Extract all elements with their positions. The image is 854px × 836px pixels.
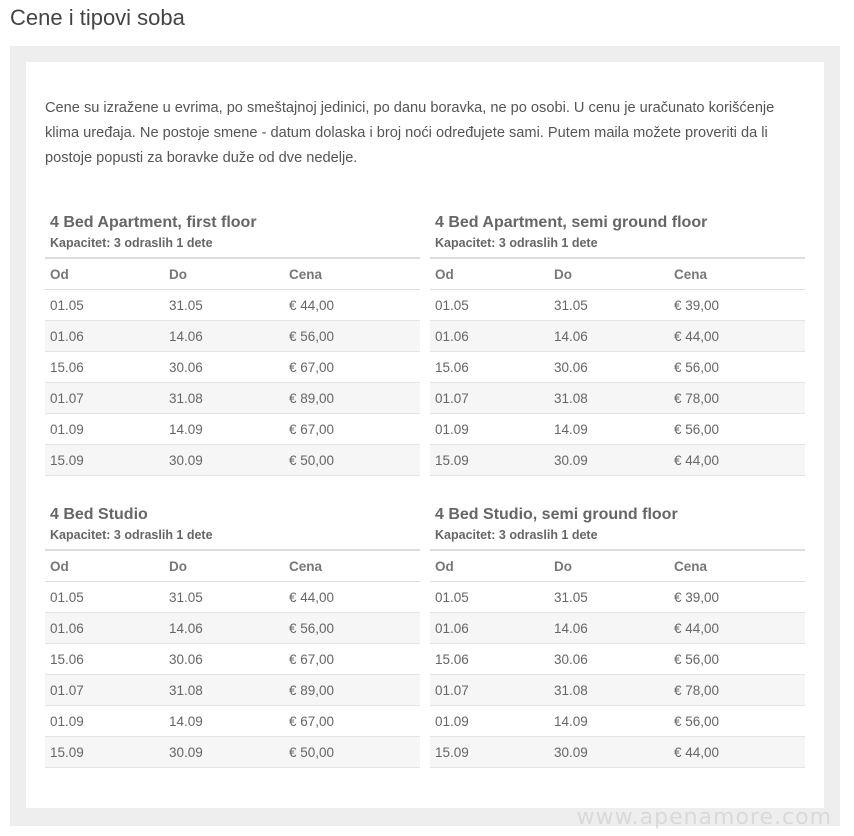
cell-do: 31.05 <box>164 290 284 321</box>
cell-cena: € 89,00 <box>284 383 420 414</box>
table-row <box>45 383 420 414</box>
column-header-cena: Cena <box>669 550 805 582</box>
column-header-do: Do <box>164 550 284 582</box>
cell-cena: € 44,00 <box>284 582 420 613</box>
cell-od: 01.09 <box>430 414 549 445</box>
column-header-cena: Cena <box>284 258 420 290</box>
room-title: 4 Bed Studio, semi ground floor <box>435 506 678 523</box>
cell-do: 14.09 <box>164 706 284 737</box>
table-row <box>45 414 420 445</box>
table-row <box>45 321 420 352</box>
cell-od: 01.05 <box>430 582 549 613</box>
table-header-row <box>45 550 420 582</box>
cell-cena: € 78,00 <box>669 383 805 414</box>
cell-cena: € 44,00 <box>669 737 805 768</box>
cell-od: 01.09 <box>430 706 549 737</box>
cell-do: 30.06 <box>549 352 669 383</box>
table-row <box>45 675 420 706</box>
cell-cena: € 67,00 <box>284 644 420 675</box>
cell-cena: € 39,00 <box>669 582 805 613</box>
table-row <box>45 706 420 737</box>
cell-do: 30.06 <box>164 352 284 383</box>
content-panel <box>10 46 840 826</box>
content-card <box>26 62 824 808</box>
table-row <box>45 582 420 613</box>
column-header-cena: Cena <box>284 550 420 582</box>
cell-do: 14.09 <box>164 414 284 445</box>
room-capacity: Kapacitet: 3 odraslih 1 dete <box>435 236 598 250</box>
column-header-od: Od <box>430 258 549 290</box>
cell-do: 14.06 <box>164 613 284 644</box>
table-row <box>430 613 805 644</box>
room-title: 4 Bed Apartment, first floor <box>50 214 257 231</box>
cell-cena: € 44,00 <box>669 613 805 644</box>
room-capacity: Kapacitet: 3 odraslih 1 dete <box>435 528 598 542</box>
cell-do: 14.09 <box>549 414 669 445</box>
cell-cena: € 44,00 <box>284 290 420 321</box>
watermark: www.apenamore.com <box>576 805 832 830</box>
column-header-do: Do <box>164 258 284 290</box>
room-capacity: Kapacitet: 3 odraslih 1 dete <box>50 236 213 250</box>
price-table <box>430 257 805 476</box>
table-header-row <box>45 258 420 290</box>
room-block-studio <box>45 504 420 768</box>
room-block-apartment-first-floor <box>45 212 420 476</box>
table-row <box>430 352 805 383</box>
cell-do: 31.05 <box>549 290 669 321</box>
cell-od: 15.09 <box>45 737 164 768</box>
table-row <box>45 445 420 476</box>
table-row <box>430 706 805 737</box>
cell-cena: € 50,00 <box>284 737 420 768</box>
cell-cena: € 50,00 <box>284 445 420 476</box>
column-header-od: Od <box>430 550 549 582</box>
cell-cena: € 89,00 <box>284 675 420 706</box>
table-row <box>45 290 420 321</box>
room-title: 4 Bed Apartment, semi ground floor <box>435 214 708 231</box>
cell-do: 31.08 <box>164 675 284 706</box>
table-row <box>45 613 420 644</box>
cell-do: 30.09 <box>164 445 284 476</box>
cell-od: 15.06 <box>430 352 549 383</box>
cell-cena: € 67,00 <box>284 414 420 445</box>
cell-do: 30.09 <box>549 445 669 476</box>
table-row <box>430 414 805 445</box>
cell-do: 31.05 <box>164 582 284 613</box>
column-header-do: Do <box>549 550 669 582</box>
cell-cena: € 39,00 <box>669 290 805 321</box>
cell-cena: € 67,00 <box>284 352 420 383</box>
cell-od: 01.05 <box>430 290 549 321</box>
cell-cena: € 44,00 <box>669 321 805 352</box>
cell-do: 31.08 <box>164 383 284 414</box>
cell-do: 14.06 <box>549 613 669 644</box>
cell-od: 01.06 <box>45 613 164 644</box>
cell-od: 01.07 <box>430 675 549 706</box>
cell-od: 01.06 <box>45 321 164 352</box>
cell-od: 15.06 <box>45 644 164 675</box>
column-header-cena: Cena <box>669 258 805 290</box>
cell-cena: € 78,00 <box>669 675 805 706</box>
cell-do: 14.06 <box>549 321 669 352</box>
room-capacity: Kapacitet: 3 odraslih 1 dete <box>50 528 213 542</box>
table-header-row <box>430 550 805 582</box>
cell-cena: € 56,00 <box>284 321 420 352</box>
cell-do: 30.09 <box>549 737 669 768</box>
cell-od: 15.06 <box>430 644 549 675</box>
cell-od: 01.09 <box>45 414 164 445</box>
cell-od: 01.07 <box>430 383 549 414</box>
cell-od: 01.05 <box>45 290 164 321</box>
cell-od: 01.06 <box>430 321 549 352</box>
cell-cena: € 56,00 <box>284 613 420 644</box>
table-header-row <box>430 258 805 290</box>
column-header-do: Do <box>549 258 669 290</box>
cell-od: 01.09 <box>45 706 164 737</box>
cell-do: 30.06 <box>549 644 669 675</box>
table-row <box>430 644 805 675</box>
cell-od: 15.09 <box>430 445 549 476</box>
cell-cena: € 56,00 <box>669 414 805 445</box>
table-row <box>430 290 805 321</box>
page-title: Cene i tipovi soba <box>10 5 185 30</box>
intro-text: Cene su izražene u evrima, po smeštajnoj jedinici, po danu boravka, ne po osobi. U cenu je uračunato korišćenje klima uređaja. Ne postoje smene - datum dolaska i broj noći određujete sami. Putem maila možete proveriti da li postoje popusti za boravke duže od dve nedelje. <box>45 100 775 166</box>
cell-do: 30.06 <box>164 644 284 675</box>
cell-cena: € 56,00 <box>669 706 805 737</box>
price-table <box>430 549 805 768</box>
cell-cena: € 67,00 <box>284 706 420 737</box>
cell-cena: € 44,00 <box>669 445 805 476</box>
table-row <box>430 445 805 476</box>
cell-do: 30.09 <box>164 737 284 768</box>
room-title: 4 Bed Studio <box>50 506 148 523</box>
table-row <box>45 644 420 675</box>
table-row <box>430 582 805 613</box>
cell-od: 01.05 <box>45 582 164 613</box>
cell-od: 01.07 <box>45 383 164 414</box>
price-table <box>45 257 420 476</box>
table-row <box>430 675 805 706</box>
table-row <box>45 352 420 383</box>
cell-od: 15.09 <box>430 737 549 768</box>
cell-do: 14.06 <box>164 321 284 352</box>
cell-od: 15.06 <box>45 352 164 383</box>
column-header-od: Od <box>45 550 164 582</box>
cell-do: 14.09 <box>549 706 669 737</box>
cell-cena: € 56,00 <box>669 644 805 675</box>
cell-od: 15.09 <box>45 445 164 476</box>
room-block-apartment-semi-ground <box>430 212 805 476</box>
table-row <box>45 737 420 768</box>
cell-do: 31.05 <box>549 582 669 613</box>
cell-cena: € 56,00 <box>669 352 805 383</box>
room-block-studio-semi-ground <box>430 504 805 768</box>
cell-do: 31.08 <box>549 675 669 706</box>
table-row <box>430 737 805 768</box>
cell-od: 01.07 <box>45 675 164 706</box>
table-row <box>430 321 805 352</box>
cell-do: 31.08 <box>549 383 669 414</box>
price-table <box>45 549 420 768</box>
table-row <box>430 383 805 414</box>
cell-od: 01.06 <box>430 613 549 644</box>
column-header-od: Od <box>45 258 164 290</box>
